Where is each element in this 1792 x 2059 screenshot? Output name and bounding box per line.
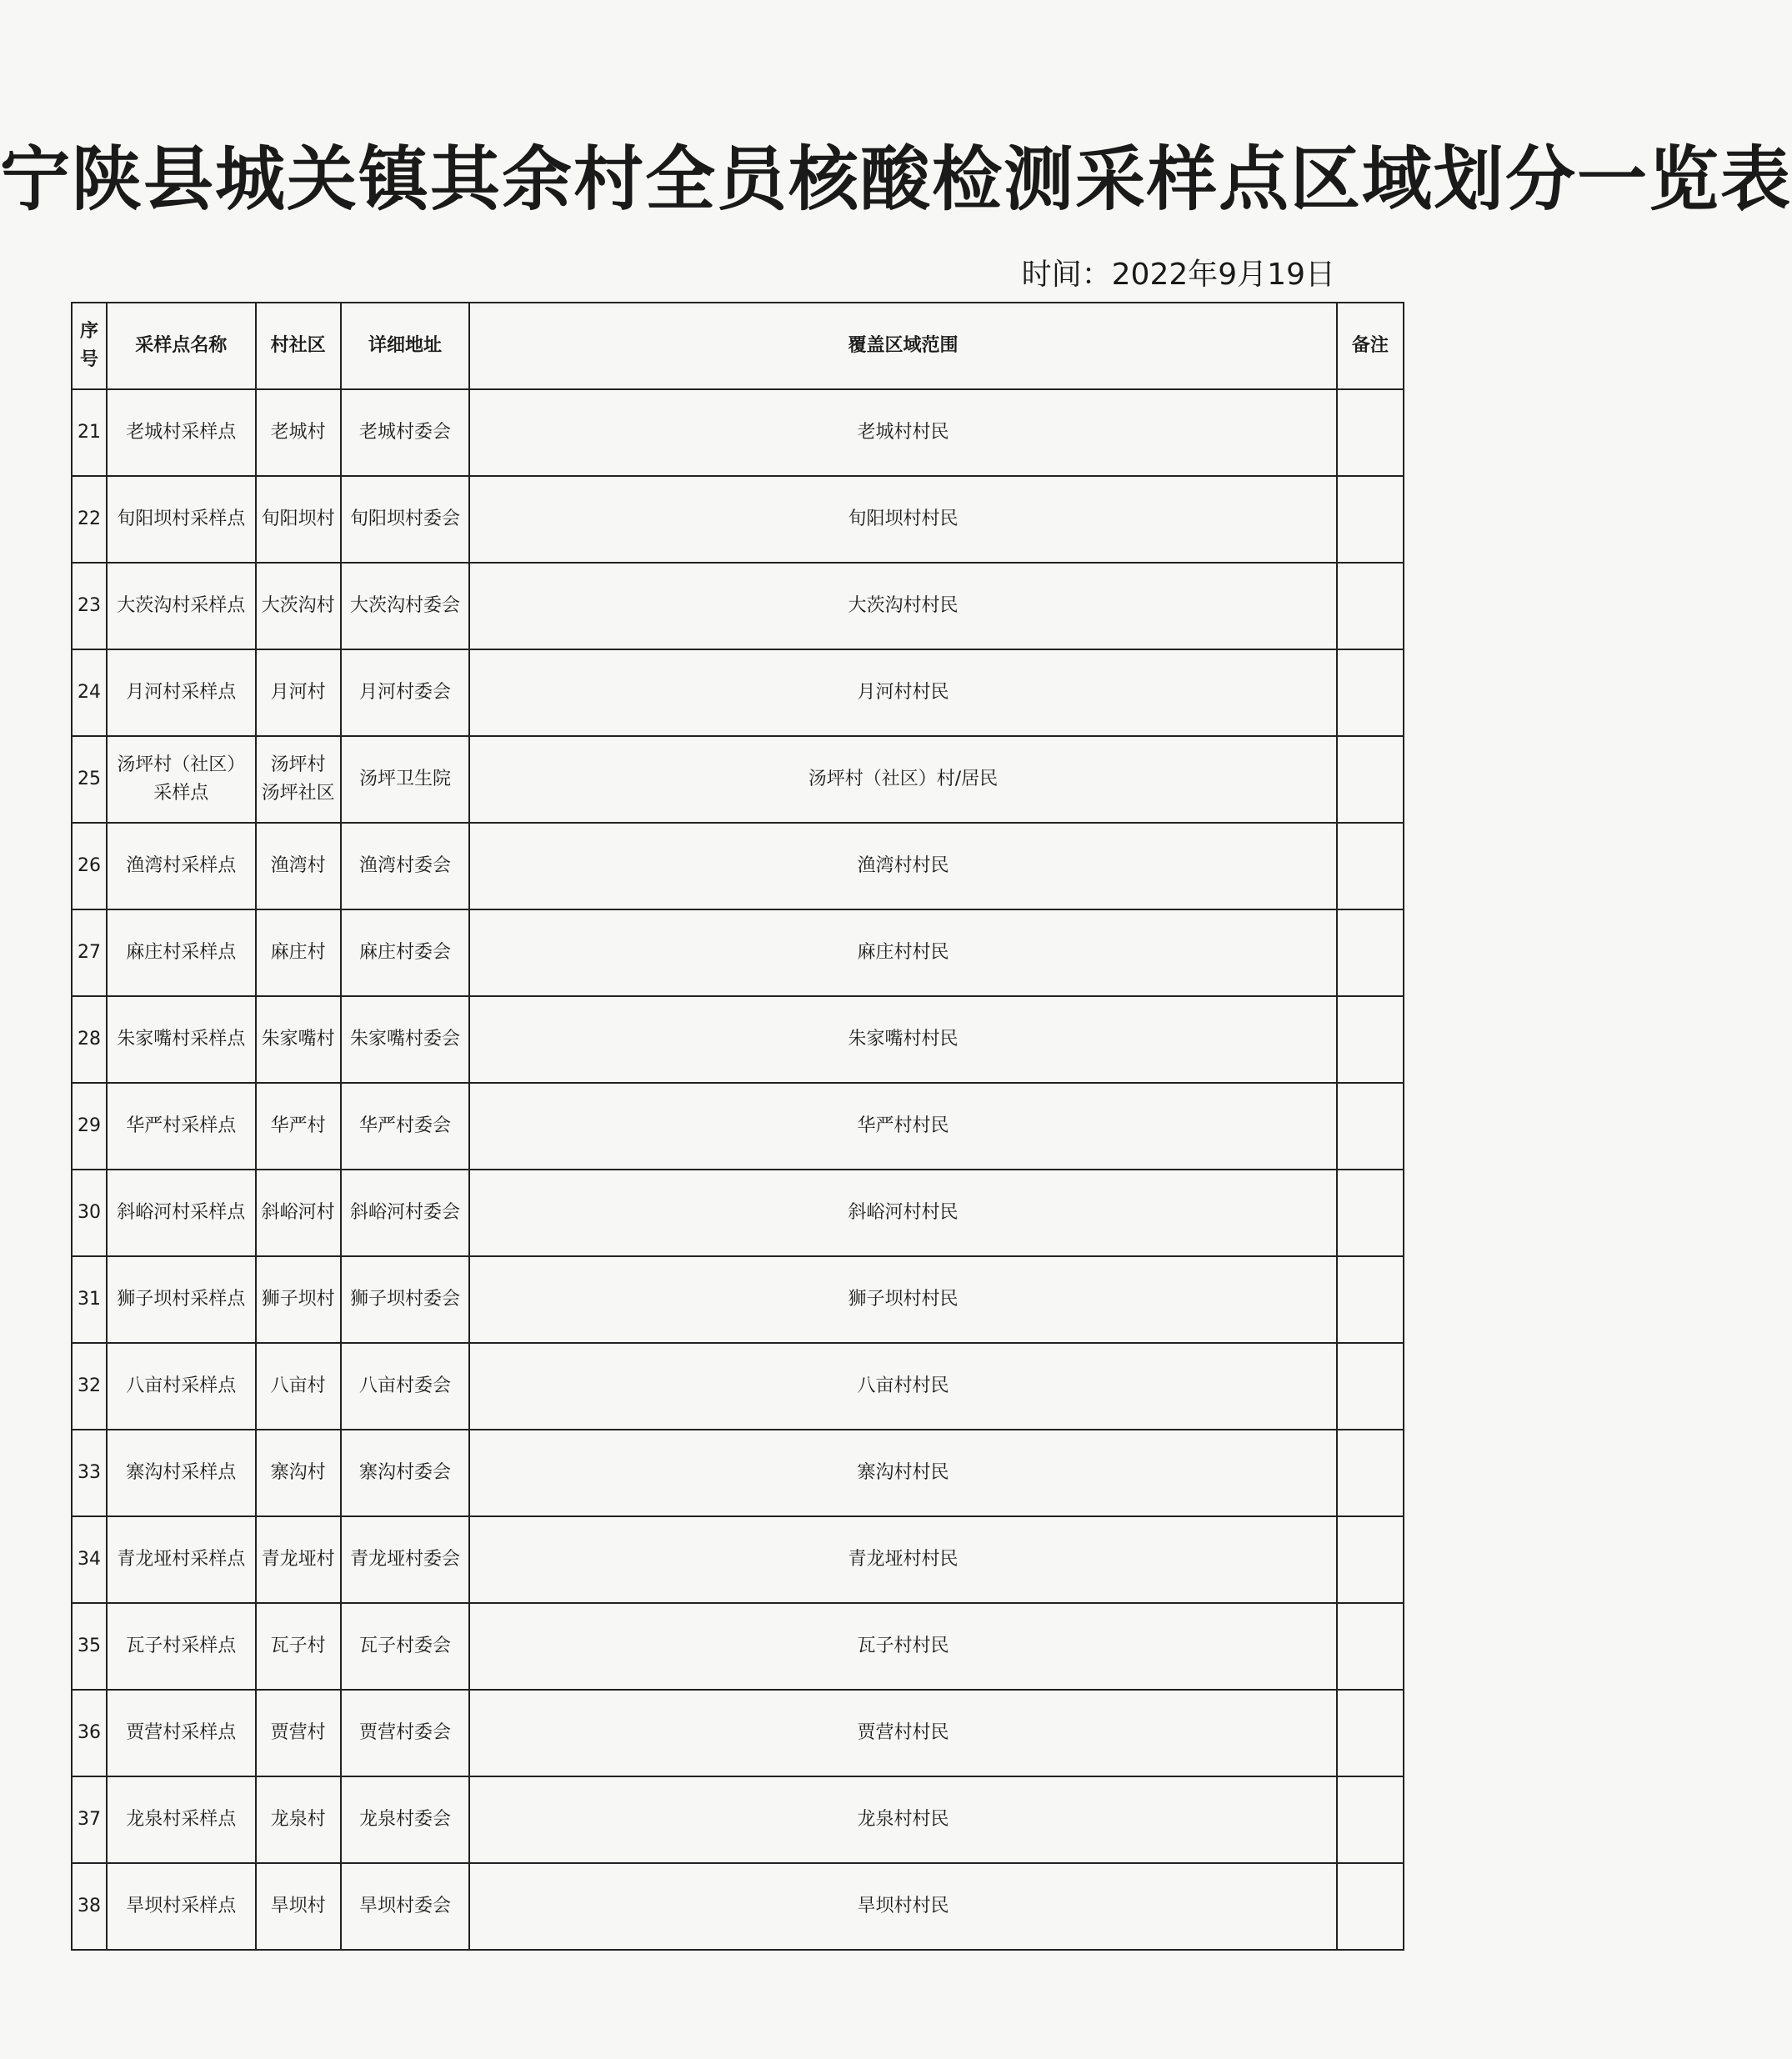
cell-note: [1337, 563, 1404, 649]
header-name: 采样点名称: [107, 303, 255, 389]
cell-address: 贾营村委会: [341, 1690, 469, 1776]
header-row: [72, 303, 1404, 389]
cell-note: [1337, 1170, 1404, 1256]
cell-address: 朱家嘴村委会: [341, 996, 469, 1083]
table-row: [72, 649, 1404, 736]
cell-village: 青龙垭村: [256, 1516, 341, 1603]
cell-name: 贾营村采样点: [107, 1690, 255, 1776]
table-body: [72, 389, 1404, 1950]
cell-note: [1337, 1690, 1404, 1776]
cell-note: [1337, 1343, 1404, 1430]
cell-note: [1337, 736, 1404, 823]
page-title: 宁陕县城关镇其余村全员核酸检测采样点区域划分一览表: [0, 138, 1792, 220]
cell-note: [1337, 996, 1404, 1083]
cell-range: 旱坝村村民: [469, 1863, 1337, 1950]
header-note: 备注: [1337, 303, 1404, 389]
cell-seq: 38: [72, 1863, 107, 1950]
cell-range: 麻庄村村民: [469, 909, 1337, 996]
cell-name: 月河村采样点: [107, 649, 255, 736]
cell-address: 华严村委会: [341, 1083, 469, 1170]
cell-name: 龙泉村采样点: [107, 1776, 255, 1863]
cell-seq: 32: [72, 1343, 107, 1430]
table-header: [72, 303, 1404, 389]
cell-address: 瓦子村委会: [341, 1603, 469, 1690]
cell-name: 麻庄村采样点: [107, 909, 255, 996]
cell-name: 旬阳坝村采样点: [107, 476, 255, 563]
cell-name: 大茨沟村采样点: [107, 563, 255, 649]
cell-range: 大茨沟村村民: [469, 563, 1337, 649]
cell-seq: 23: [72, 563, 107, 649]
table-row: [72, 996, 1404, 1083]
cell-village-line1: 汤坪村: [270, 754, 326, 775]
cell-name: 华严村采样点: [107, 1083, 255, 1170]
cell-note: [1337, 1863, 1404, 1950]
table-row: [72, 909, 1404, 996]
cell-range: 贾营村村民: [469, 1690, 1337, 1776]
cell-seq: 31: [72, 1256, 107, 1343]
cell-address: 渔湾村委会: [341, 823, 469, 909]
cell-range: 青龙垭村村民: [469, 1516, 1337, 1603]
cell-seq: 37: [72, 1776, 107, 1863]
cell-range: 老城村村民: [469, 389, 1337, 476]
cell-range: 斜峪河村村民: [469, 1170, 1337, 1256]
cell-range: 汤坪村（社区）村/居民: [469, 736, 1337, 823]
header-range: 覆盖区域范围: [469, 303, 1337, 389]
sampling-points-table: [71, 302, 1404, 1951]
cell-address: 旱坝村委会: [341, 1863, 469, 1950]
cell-village: 月河村: [256, 649, 341, 736]
cell-range: 华严村村民: [469, 1083, 1337, 1170]
cell-village: 渔湾村: [256, 823, 341, 909]
cell-address: 寨沟村委会: [341, 1430, 469, 1516]
cell-note: [1337, 1516, 1404, 1603]
cell-seq: 22: [72, 476, 107, 563]
cell-range: 狮子坝村村民: [469, 1256, 1337, 1343]
cell-address: 斜峪河村委会: [341, 1170, 469, 1256]
cell-seq: 33: [72, 1430, 107, 1516]
document-date: 时间：2022年9月19日: [1021, 258, 1335, 292]
cell-range: 朱家嘴村村民: [469, 996, 1337, 1083]
cell-village: 大茨沟村: [256, 563, 341, 649]
cell-note: [1337, 909, 1404, 996]
cell-village: 麻庄村: [256, 909, 341, 996]
cell-village: 旱坝村: [256, 1863, 341, 1950]
table-row: [72, 1343, 1404, 1430]
cell-note: [1337, 1083, 1404, 1170]
table-row: [72, 1863, 1404, 1950]
cell-seq: 21: [72, 389, 107, 476]
cell-name: 青龙垭村采样点: [107, 1516, 255, 1603]
cell-village: 瓦子村: [256, 1603, 341, 1690]
cell-address: 月河村委会: [341, 649, 469, 736]
cell-seq: 27: [72, 909, 107, 996]
cell-address: 汤坪卫生院: [341, 736, 469, 823]
cell-range: 八亩村村民: [469, 1343, 1337, 1430]
cell-address: 大茨沟村委会: [341, 563, 469, 649]
cell-range: 月河村村民: [469, 649, 1337, 736]
cell-seq: 36: [72, 1690, 107, 1776]
cell-name: 朱家嘴村采样点: [107, 996, 255, 1083]
cell-note: [1337, 476, 1404, 563]
cell-range: 龙泉村村民: [469, 1776, 1337, 1863]
cell-note: [1337, 823, 1404, 909]
cell-name-line2: 采样点: [153, 783, 209, 804]
cell-village: 旬阳坝村: [256, 476, 341, 563]
cell-seq: 28: [72, 996, 107, 1083]
cell-name: [107, 736, 255, 823]
cell-village: 朱家嘴村: [256, 996, 341, 1083]
cell-range: 寨沟村村民: [469, 1430, 1337, 1516]
cell-name: 寨沟村采样点: [107, 1430, 255, 1516]
table-row: [72, 1516, 1404, 1603]
table-row: [72, 389, 1404, 476]
cell-range: 旬阳坝村村民: [469, 476, 1337, 563]
cell-village: 龙泉村: [256, 1776, 341, 1863]
cell-village: 贾营村: [256, 1690, 341, 1776]
cell-note: [1337, 1776, 1404, 1863]
cell-village: 老城村: [256, 389, 341, 476]
header-village: 村社区: [256, 303, 341, 389]
table-row: [72, 1690, 1404, 1776]
cell-name: 旱坝村采样点: [107, 1863, 255, 1950]
cell-range: 瓦子村村民: [469, 1603, 1337, 1690]
cell-address: 狮子坝村委会: [341, 1256, 469, 1343]
header-address: 详细地址: [341, 303, 469, 389]
cell-note: [1337, 649, 1404, 736]
cell-name: 渔湾村采样点: [107, 823, 255, 909]
cell-village: 斜峪河村: [256, 1170, 341, 1256]
cell-range: 渔湾村村民: [469, 823, 1337, 909]
cell-village: 狮子坝村: [256, 1256, 341, 1343]
cell-village: [256, 736, 341, 823]
cell-name-line1: 汤坪村（社区）: [117, 754, 246, 775]
cell-name: 狮子坝村采样点: [107, 1256, 255, 1343]
cell-address: 青龙垭村委会: [341, 1516, 469, 1603]
cell-name: 老城村采样点: [107, 389, 255, 476]
cell-seq: 25: [72, 736, 107, 823]
cell-seq: 24: [72, 649, 107, 736]
table-row: [72, 1083, 1404, 1170]
cell-seq: 29: [72, 1083, 107, 1170]
table-row: [72, 736, 1404, 823]
cell-address: 麻庄村委会: [341, 909, 469, 996]
table-row: [72, 823, 1404, 909]
table-row: [72, 1603, 1404, 1690]
table-row: [72, 1256, 1404, 1343]
header-seq: 序号: [72, 303, 107, 389]
cell-address: 旬阳坝村委会: [341, 476, 469, 563]
cell-address: 八亩村委会: [341, 1343, 469, 1430]
cell-address: 龙泉村委会: [341, 1776, 469, 1863]
cell-name: 八亩村采样点: [107, 1343, 255, 1430]
cell-village: 华严村: [256, 1083, 341, 1170]
cell-note: [1337, 1256, 1404, 1343]
cell-seq: 34: [72, 1516, 107, 1603]
cell-village-line2: 汤坪社区: [261, 783, 335, 804]
cell-seq: 30: [72, 1170, 107, 1256]
cell-village: 寨沟村: [256, 1430, 341, 1516]
cell-name: 斜峪河村采样点: [107, 1170, 255, 1256]
table-row: [72, 1170, 1404, 1256]
table-row: [72, 1430, 1404, 1516]
table-row: [72, 563, 1404, 649]
cell-name: 瓦子村采样点: [107, 1603, 255, 1690]
cell-address: 老城村委会: [341, 389, 469, 476]
cell-note: [1337, 389, 1404, 476]
table-row: [72, 1776, 1404, 1863]
cell-seq: 26: [72, 823, 107, 909]
cell-note: [1337, 1603, 1404, 1690]
cell-note: [1337, 1430, 1404, 1516]
table-row: [72, 476, 1404, 563]
cell-seq: 35: [72, 1603, 107, 1690]
cell-village: 八亩村: [256, 1343, 341, 1430]
